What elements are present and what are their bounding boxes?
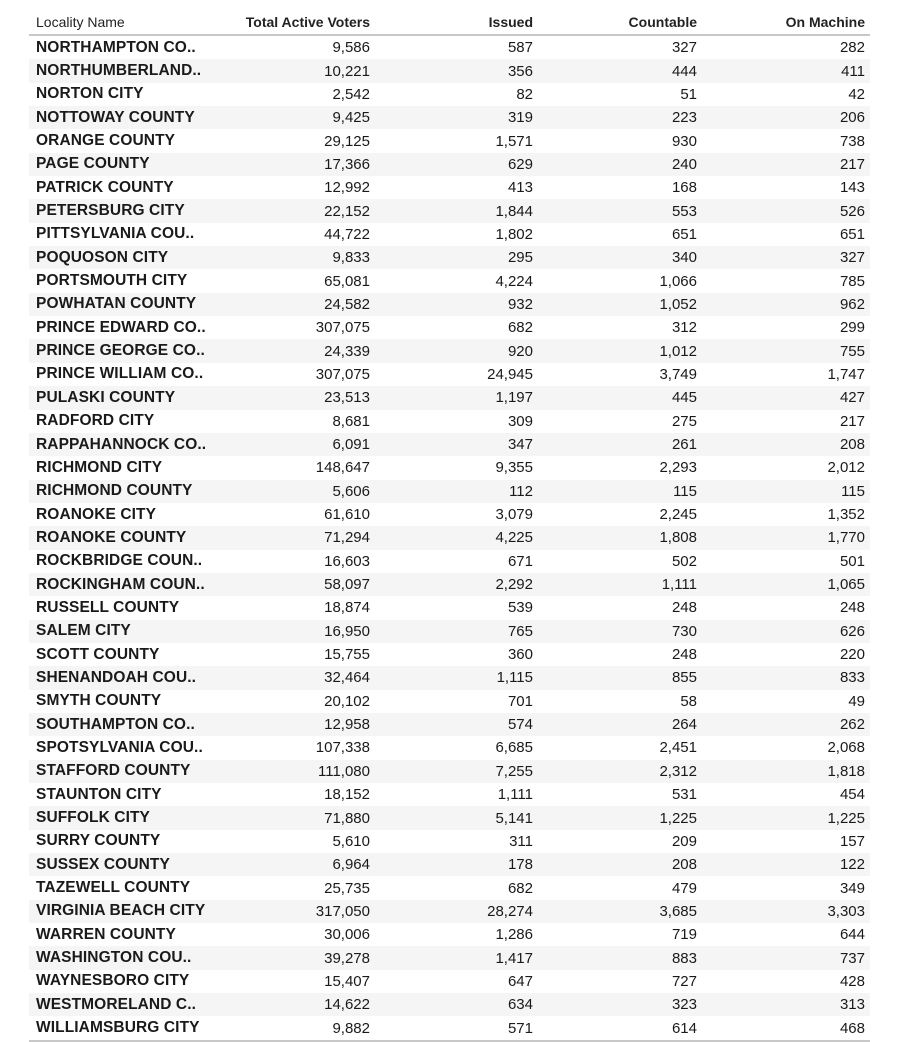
locality-name-cell: PETERSBURG CITY [29, 199, 219, 222]
locality-name-cell: PATRICK COUNTY [36, 178, 174, 196]
on-machine-cell: 468 [702, 1016, 870, 1040]
total-active-voters-cell: 5,610 [332, 832, 370, 850]
on-machine-cell: 833 [702, 666, 870, 689]
countable-cell: 730 [538, 620, 702, 643]
table-row[interactable] [29, 853, 870, 876]
table-row[interactable] [29, 339, 870, 362]
on-machine-cell: 501 [839, 552, 865, 570]
countable-cell: 719 [671, 926, 697, 944]
issued-cell: 932 [375, 293, 538, 316]
locality-name-cell: SALEM CITY [29, 620, 219, 643]
total-active-voters-cell: 9,586 [332, 39, 370, 57]
locality-name-cell: NOTTOWAY COUNTY [29, 106, 219, 129]
countable-cell: 2,451 [659, 739, 697, 757]
on-machine-cell: 644 [839, 926, 865, 944]
issued-cell: 1,417 [375, 946, 538, 969]
on-machine-cell: 411 [702, 59, 870, 82]
issued-cell: 634 [375, 993, 538, 1016]
on-machine-cell: 454 [839, 786, 865, 804]
table-row[interactable] [29, 503, 870, 526]
total-active-voters-cell: 16,603 [324, 552, 370, 570]
on-machine-cell: 1,747 [827, 365, 865, 383]
countable-cell: 444 [538, 59, 702, 82]
total-active-voters-cell: 24,339 [219, 339, 375, 362]
locality-name-cell: PAGE COUNTY [29, 153, 219, 176]
issued-cell: 1,111 [497, 786, 533, 804]
on-machine-cell: 1,818 [702, 760, 870, 783]
locality-name-cell: RAPPAHANNOCK CO.. [29, 433, 219, 456]
table-row[interactable] [29, 246, 870, 269]
issued-cell: 6,685 [495, 739, 533, 757]
table-row[interactable] [29, 176, 870, 199]
table-row[interactable] [29, 480, 870, 503]
locality-name-cell: ROANOKE CITY [36, 505, 157, 523]
locality-name-cell: SUFFOLK CITY [29, 806, 219, 829]
locality-name-cell: SUSSEX COUNTY [29, 853, 219, 876]
countable-cell: 168 [671, 179, 697, 197]
issued-cell: 671 [507, 552, 533, 570]
table-row[interactable] [29, 970, 870, 993]
countable-cell: 1,225 [538, 806, 702, 829]
locality-name-cell: NORTHAMPTON CO.. [36, 38, 196, 56]
table-row[interactable] [29, 293, 870, 316]
locality-name-cell: TAZEWELL COUNTY [36, 879, 191, 897]
on-machine-cell: 157 [839, 832, 865, 850]
countable-cell: 553 [538, 199, 702, 222]
on-machine-cell: 262 [702, 713, 870, 736]
locality-name-cell: ROANOKE COUNTY [29, 526, 219, 549]
countable-cell: 2,312 [538, 760, 702, 783]
locality-name-cell: STAFFORD COUNTY [29, 760, 219, 783]
table-row[interactable] [29, 830, 870, 853]
table-row[interactable] [29, 760, 870, 783]
countable-cell: 883 [538, 946, 702, 969]
countable-cell: 208 [538, 853, 702, 876]
total-active-voters-cell: 6,091 [219, 433, 375, 456]
issued-cell: 24,945 [487, 365, 533, 383]
table-row[interactable] [29, 83, 870, 106]
table-row[interactable] [29, 596, 870, 619]
total-active-voters-cell: 16,950 [219, 620, 375, 643]
issued-cell: 9,355 [495, 459, 533, 477]
on-machine-cell: 1,352 [827, 506, 865, 524]
issued-cell: 295 [375, 246, 538, 269]
table-row[interactable] [29, 35, 870, 59]
on-machine-cell: 755 [702, 339, 870, 362]
locality-name-cell: WILLIAMSBURG CITY [29, 1016, 219, 1040]
table-row[interactable] [29, 713, 870, 736]
column-header-issued[interactable]: Issued [375, 10, 538, 35]
on-machine-cell: 738 [839, 132, 865, 150]
issued-cell: 1,844 [375, 199, 538, 222]
column-header-total-active-voters[interactable]: Total Active Voters [219, 10, 375, 35]
locality-name-cell: SCOTT COUNTY [36, 645, 160, 663]
locality-name-cell: WASHINGTON COU.. [29, 946, 219, 969]
issued-cell: 920 [375, 339, 538, 362]
issued-cell: 647 [507, 972, 533, 990]
on-machine-cell: 962 [702, 293, 870, 316]
total-active-voters-cell: 65,081 [324, 272, 370, 290]
total-active-voters-cell: 29,125 [324, 132, 370, 150]
column-header-locality-name[interactable]: Locality Name [29, 10, 219, 35]
total-active-voters-cell: 2,542 [332, 85, 370, 103]
table-row[interactable] [29, 806, 870, 829]
locality-name-cell: RICHMOND CITY [36, 458, 163, 476]
total-active-voters-cell: 71,880 [219, 806, 375, 829]
locality-name-cell: PORTSMOUTH CITY [36, 272, 188, 290]
table-row[interactable] [29, 946, 870, 969]
total-active-voters-cell: 148,647 [315, 459, 370, 477]
table-header [29, 10, 870, 35]
header-row [29, 10, 870, 35]
issued-cell: 1,197 [375, 386, 538, 409]
on-machine-cell: 313 [702, 993, 870, 1016]
locality-name-cell: PRINCE GEORGE CO.. [29, 339, 219, 362]
locality-name-cell: PITTSYLVANIA COU.. [36, 225, 195, 243]
on-machine-cell: 42 [848, 85, 865, 103]
total-active-voters-cell: 20,102 [324, 692, 370, 710]
total-active-voters-cell: 18,152 [324, 786, 370, 804]
locality-name-cell: WAYNESBORO CITY [36, 972, 190, 990]
locality-name-cell: SHENANDOAH COU.. [29, 666, 219, 689]
table-row[interactable] [29, 666, 870, 689]
on-machine-cell: 785 [839, 272, 865, 290]
countable-cell: 1,052 [538, 293, 702, 316]
countable-cell: 3,749 [659, 365, 697, 383]
table-row[interactable] [29, 876, 870, 899]
locality-name-cell: POWHATAN COUNTY [29, 293, 219, 316]
countable-cell: 1,111 [538, 573, 702, 596]
countable-cell: 479 [671, 879, 697, 897]
total-active-voters-cell: 10,221 [219, 59, 375, 82]
table-row[interactable] [29, 269, 870, 292]
total-active-voters-cell: 24,582 [219, 293, 375, 316]
locality-name-cell: PULASKI COUNTY [29, 386, 219, 409]
total-active-voters-cell: 32,464 [219, 666, 375, 689]
table-row[interactable] [29, 1016, 870, 1040]
countable-cell: 323 [538, 993, 702, 1016]
locality-name-cell: SPOTSYLVANIA COU.. [36, 738, 203, 756]
table-row[interactable] [29, 433, 870, 456]
column-header-countable[interactable]: Countable [538, 10, 702, 35]
table-row[interactable] [29, 736, 870, 759]
table-row[interactable] [29, 690, 870, 713]
table-row[interactable] [29, 783, 870, 806]
total-active-voters-cell: 14,622 [219, 993, 375, 1016]
table-row[interactable] [29, 993, 870, 1016]
locality-name-cell: RUSSELL COUNTY [36, 598, 180, 616]
table-row[interactable] [29, 363, 870, 386]
total-active-voters-cell: 9,833 [219, 246, 375, 269]
table-row[interactable] [29, 316, 870, 339]
countable-cell: 1,012 [538, 339, 702, 362]
on-machine-cell: 115 [702, 480, 870, 503]
on-machine-cell: 2,012 [827, 459, 865, 477]
countable-cell: 275 [671, 412, 697, 430]
on-machine-cell: 143 [839, 179, 865, 197]
issued-cell: 1,571 [495, 132, 533, 150]
total-active-voters-cell: 22,152 [219, 199, 375, 222]
countable-cell: 531 [671, 786, 697, 804]
issued-cell: 5,141 [375, 806, 538, 829]
issued-cell: 1,115 [375, 666, 538, 689]
issued-cell: 178 [375, 853, 538, 876]
total-active-voters-cell: 107,338 [315, 739, 370, 757]
table-body [29, 35, 870, 1041]
on-machine-cell: 427 [702, 386, 870, 409]
total-active-voters-cell: 9,425 [219, 106, 375, 129]
table-row[interactable] [29, 410, 870, 433]
table-row[interactable] [29, 550, 870, 573]
countable-cell: 930 [671, 132, 697, 150]
countable-cell: 651 [671, 225, 697, 243]
locality-name-cell: POQUOSON CITY [29, 246, 219, 269]
countable-cell: 3,685 [538, 900, 702, 923]
table-row[interactable] [29, 900, 870, 923]
countable-cell: 2,293 [659, 459, 697, 477]
locality-name-cell: WARREN COUNTY [36, 925, 176, 943]
table-row[interactable] [29, 153, 870, 176]
locality-name-cell: RICHMOND COUNTY [29, 480, 219, 503]
total-active-voters-cell: 9,882 [219, 1016, 375, 1040]
locality-name-cell: STAUNTON CITY [36, 785, 162, 803]
countable-cell: 327 [671, 39, 697, 57]
locality-name-cell: NORTHUMBERLAND.. [29, 59, 219, 82]
countable-cell: 855 [538, 666, 702, 689]
total-active-voters-cell: 12,958 [219, 713, 375, 736]
total-active-voters-cell: 61,610 [324, 506, 370, 524]
issued-cell: 356 [375, 59, 538, 82]
table-row[interactable] [29, 526, 870, 549]
table-row[interactable] [29, 223, 870, 246]
table-row[interactable] [29, 129, 870, 152]
locality-name-cell: WESTMORELAND C.. [29, 993, 219, 1016]
total-active-voters-cell: 39,278 [219, 946, 375, 969]
total-active-voters-cell: 8,681 [332, 412, 370, 430]
total-active-voters-cell: 44,722 [324, 225, 370, 243]
on-machine-cell: 282 [839, 39, 865, 57]
on-machine-cell: 206 [702, 106, 870, 129]
table-row[interactable] [29, 199, 870, 222]
countable-cell: 1,066 [659, 272, 697, 290]
issued-cell: 4,225 [375, 526, 538, 549]
total-active-voters-cell: 317,050 [219, 900, 375, 923]
countable-cell: 261 [538, 433, 702, 456]
total-active-voters-cell: 58,097 [219, 573, 375, 596]
column-header-on-machine[interactable]: On Machine [702, 10, 870, 35]
issued-cell: 3,079 [495, 506, 533, 524]
on-machine-cell: 299 [839, 319, 865, 337]
total-active-voters-cell: 111,080 [219, 760, 375, 783]
locality-name-cell: NORTON CITY [36, 85, 144, 103]
table-row[interactable] [29, 59, 870, 82]
countable-cell: 1,808 [538, 526, 702, 549]
on-machine-cell: 1,065 [702, 573, 870, 596]
countable-cell: 115 [538, 480, 702, 503]
on-machine-cell: 737 [702, 946, 870, 969]
issued-cell: 319 [375, 106, 538, 129]
issued-cell: 701 [507, 692, 533, 710]
issued-cell: 2,292 [375, 573, 538, 596]
on-machine-cell: 1,225 [702, 806, 870, 829]
on-machine-cell: 526 [702, 199, 870, 222]
issued-cell: 682 [507, 319, 533, 337]
issued-cell: 82 [516, 85, 533, 103]
on-machine-cell: 349 [839, 879, 865, 897]
table-row[interactable] [29, 923, 870, 946]
issued-cell: 1,286 [495, 926, 533, 944]
countable-cell: 264 [538, 713, 702, 736]
issued-cell: 574 [375, 713, 538, 736]
total-active-voters-cell: 71,294 [219, 526, 375, 549]
total-active-voters-cell: 17,366 [219, 153, 375, 176]
on-machine-cell: 1,770 [702, 526, 870, 549]
on-machine-cell: 3,303 [702, 900, 870, 923]
locality-name-cell: RADFORD CITY [36, 412, 155, 430]
issued-cell: 347 [375, 433, 538, 456]
on-machine-cell: 428 [839, 972, 865, 990]
locality-name-cell: SMYTH COUNTY [36, 692, 162, 710]
total-active-voters-cell: 15,755 [324, 646, 370, 664]
total-active-voters-cell: 307,075 [315, 319, 370, 337]
total-active-voters-cell: 6,964 [219, 853, 375, 876]
countable-cell: 614 [538, 1016, 702, 1040]
countable-cell: 51 [680, 85, 697, 103]
table-row[interactable] [29, 573, 870, 596]
total-active-voters-cell: 12,992 [324, 179, 370, 197]
locality-name-cell: PRINCE WILLIAM CO.. [36, 365, 204, 383]
total-active-voters-cell: 30,006 [324, 926, 370, 944]
issued-cell: 28,274 [375, 900, 538, 923]
locality-name-cell: SURRY COUNTY [36, 832, 161, 850]
table-row[interactable] [29, 386, 870, 409]
locality-name-cell: ORANGE COUNTY [36, 132, 176, 150]
table-row[interactable] [29, 643, 870, 666]
total-active-voters-cell: 15,407 [324, 972, 370, 990]
total-active-voters-cell: 23,513 [219, 386, 375, 409]
data-table [29, 10, 870, 1042]
issued-cell: 360 [507, 646, 533, 664]
on-machine-cell: 122 [702, 853, 870, 876]
issued-cell: 309 [507, 412, 533, 430]
countable-cell: 248 [671, 646, 697, 664]
table-row[interactable] [29, 456, 870, 479]
countable-cell: 209 [671, 832, 697, 850]
countable-cell: 340 [538, 246, 702, 269]
on-machine-cell: 2,068 [827, 739, 865, 757]
total-active-voters-cell: 18,874 [324, 599, 370, 617]
on-machine-cell: 327 [702, 246, 870, 269]
on-machine-cell: 626 [702, 620, 870, 643]
issued-cell: 571 [375, 1016, 538, 1040]
locality-name-cell: ROCKBRIDGE COUN.. [36, 552, 203, 570]
issued-cell: 1,802 [495, 225, 533, 243]
on-machine-cell: 217 [702, 153, 870, 176]
locality-name-cell: SOUTHAMPTON CO.. [29, 713, 219, 736]
issued-cell: 413 [507, 179, 533, 197]
on-machine-cell: 248 [839, 599, 865, 617]
on-machine-cell: 220 [839, 646, 865, 664]
total-active-voters-cell: 5,606 [219, 480, 375, 503]
countable-cell: 2,245 [659, 506, 697, 524]
total-active-voters-cell: 25,735 [324, 879, 370, 897]
countable-cell: 727 [671, 972, 697, 990]
locality-name-cell: ROCKINGHAM COUN.. [29, 573, 219, 596]
issued-cell: 7,255 [375, 760, 538, 783]
countable-cell: 445 [538, 386, 702, 409]
on-machine-cell: 217 [839, 412, 865, 430]
countable-cell: 223 [538, 106, 702, 129]
countable-cell: 248 [671, 599, 697, 617]
issued-cell: 765 [375, 620, 538, 643]
locality-name-cell: PRINCE EDWARD CO.. [36, 318, 206, 336]
locality-voter-table [29, 10, 870, 1042]
issued-cell: 311 [509, 832, 533, 850]
locality-name-cell: VIRGINIA BEACH CITY [29, 900, 219, 923]
issued-cell: 682 [507, 879, 533, 897]
countable-cell: 58 [680, 692, 697, 710]
table-row[interactable] [29, 620, 870, 643]
on-machine-cell: 208 [702, 433, 870, 456]
issued-cell: 4,224 [495, 272, 533, 290]
countable-cell: 502 [671, 552, 697, 570]
countable-cell: 312 [671, 319, 697, 337]
countable-cell: 240 [538, 153, 702, 176]
table-row[interactable] [29, 106, 870, 129]
issued-cell: 112 [375, 480, 538, 503]
issued-cell: 539 [507, 599, 533, 617]
on-machine-cell: 49 [848, 692, 865, 710]
issued-cell: 587 [507, 39, 533, 57]
total-active-voters-cell: 307,075 [315, 365, 370, 383]
on-machine-cell: 651 [839, 225, 865, 243]
issued-cell: 629 [375, 153, 538, 176]
